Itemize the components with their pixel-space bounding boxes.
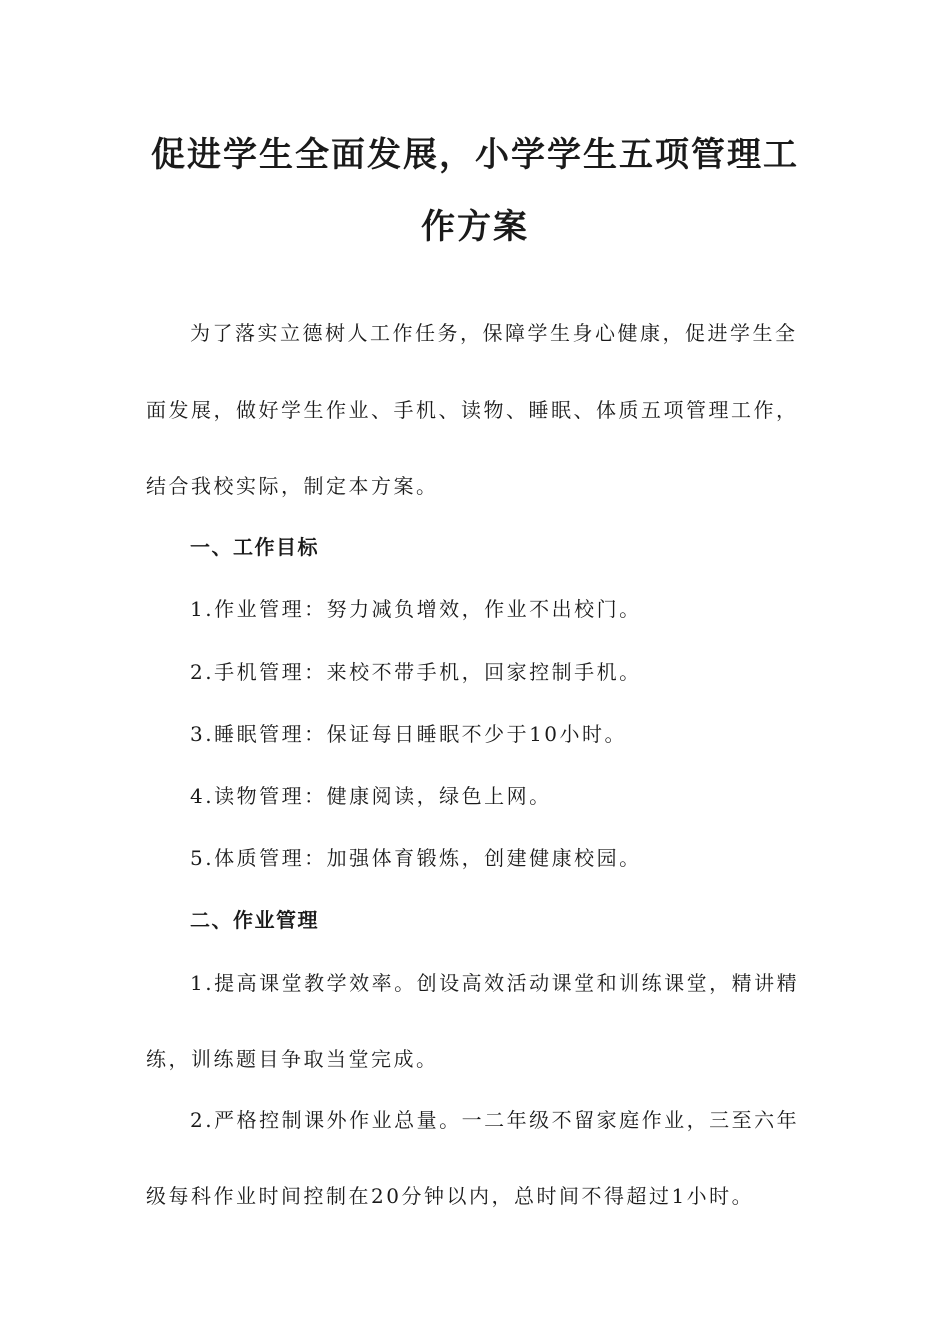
goal-item-reading: 4.读物管理：健康阅读，绿色上网。 xyxy=(190,784,552,808)
intro-paragraph-line-3: 结合我校实际，制定本方案。 xyxy=(146,474,439,498)
intro-paragraph-line-1: 为了落实立德树人工作任务，保障学生身心健康，促进学生全 xyxy=(190,321,798,345)
goal-item-homework: 1.作业管理：努力减负增效，作业不出校门。 xyxy=(190,597,642,621)
homework-paragraph-2-line-2: 级每科作业时间控制在20分钟以内，总时间不得超过1小时。 xyxy=(146,1184,755,1208)
goal-item-fitness: 5.体质管理：加强体育锻炼，创建健康校园。 xyxy=(190,846,642,870)
goal-item-sleep: 3.睡眠管理：保证每日睡眠不少于10小时。 xyxy=(190,722,628,746)
homework-paragraph-1-line-2: 练，训练题目争取当堂完成。 xyxy=(146,1047,439,1071)
homework-paragraph-1-line-1: 1.提高课堂教学效率。创设高效活动课堂和训练课堂，精讲精 xyxy=(190,971,800,995)
homework-paragraph-2-line-1: 2.严格控制课外作业总量。一二年级不留家庭作业，三至六年 xyxy=(190,1108,800,1132)
intro-paragraph-line-2: 面发展，做好学生作业、手机、读物、睡眠、体质五项管理工作， xyxy=(146,398,799,422)
section-heading-homework: 二、作业管理 xyxy=(190,908,319,932)
document-title-line-1: 促进学生全面发展，小学学生五项管理工 xyxy=(151,135,799,175)
goal-item-phone: 2.手机管理：来校不带手机，回家控制手机。 xyxy=(190,660,642,684)
section-heading-goals: 一、工作目标 xyxy=(190,535,319,559)
document-title-line-2: 作方案 xyxy=(421,207,529,247)
